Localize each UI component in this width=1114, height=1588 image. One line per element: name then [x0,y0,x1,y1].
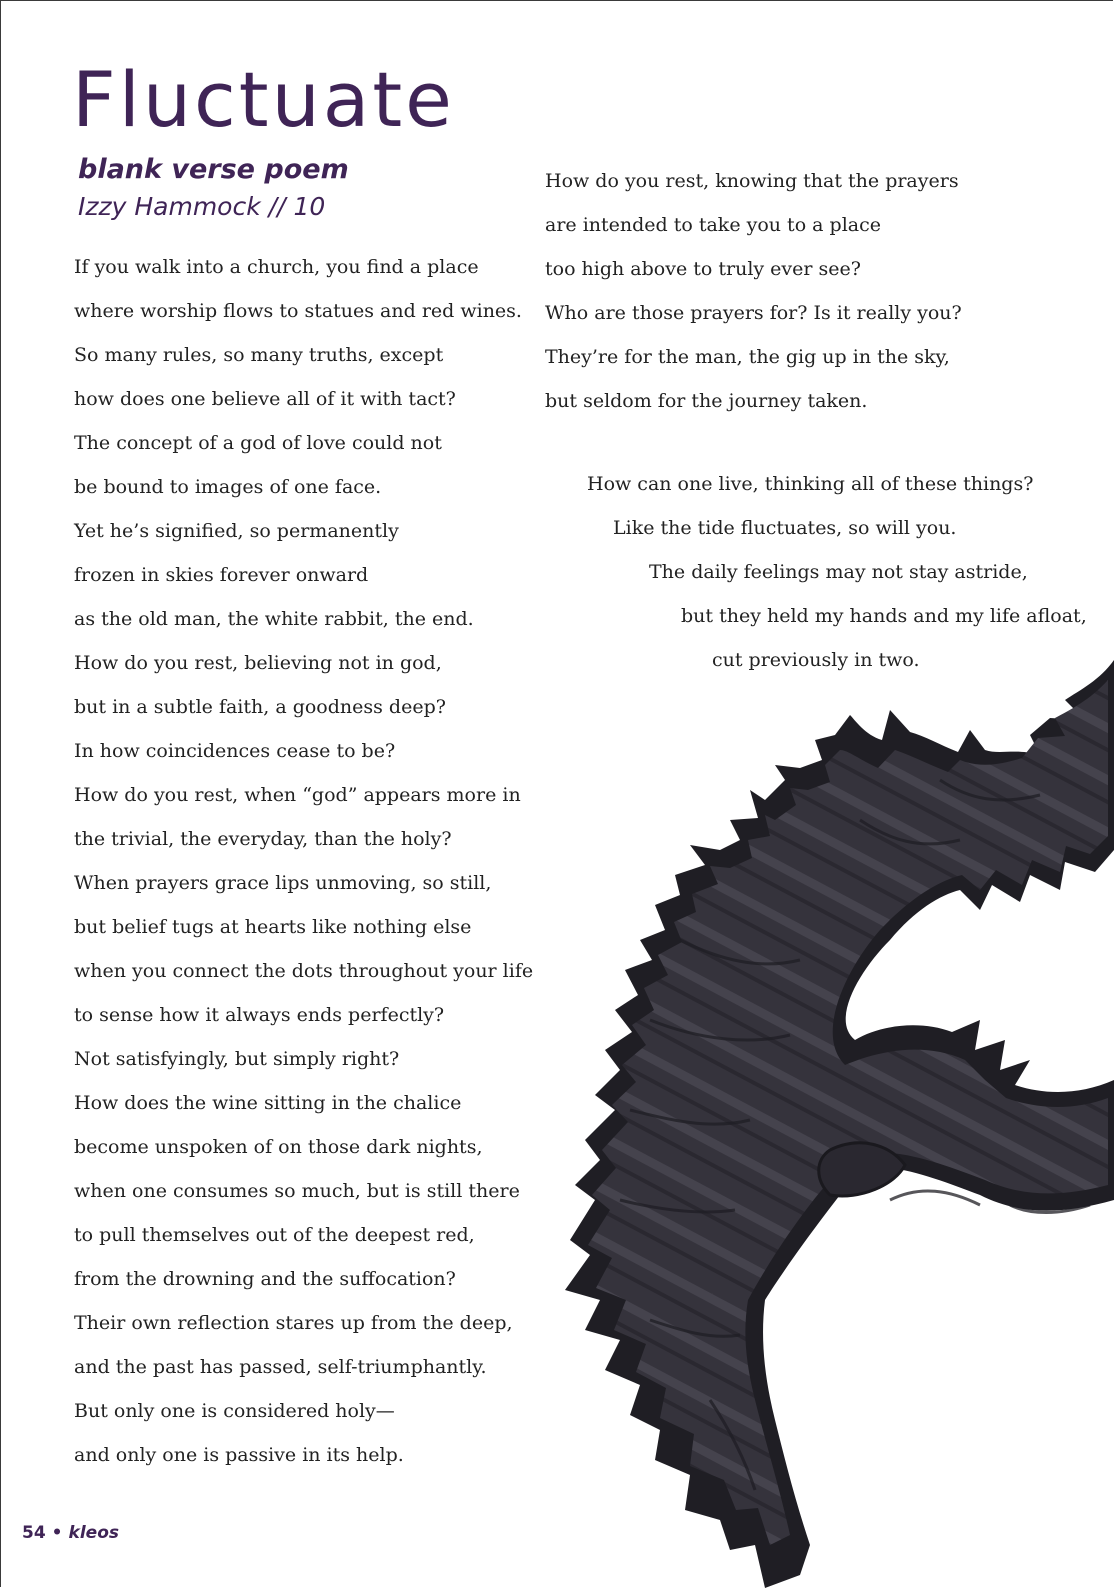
poem-line: Not satisfyingly, but simply right? [74,1048,400,1070]
poem-line: Like the tide fluctuates, so will you. [613,517,957,539]
poem-line: cut previously in two. [712,649,920,671]
poem-line: are intended to take you to a place [545,214,881,236]
poem-line: become unspoken of on those dark nights, [74,1136,483,1158]
poem-line: But only one is considered holy— [74,1400,395,1422]
poem-line: and only one is passive in its help. [74,1444,404,1466]
poem-line: from the drowning and the suffocation? [74,1268,456,1290]
poem-line: when you connect the dots throughout your life [74,960,534,982]
left-column-stanza [74,245,533,1477]
poem-line: but seldom for the journey taken. [545,390,868,412]
poem-line: They’re for the man, the gig up in the sky, [545,346,950,368]
poem-line: the trivial, the everyday, than the holy? [74,828,452,850]
poem-title: Fluctuate [72,55,455,144]
poem-line: to pull themselves out of the deepest red, [74,1224,475,1246]
poem-line: Yet he’s signified, so permanently [74,520,399,542]
page-footer [22,1523,119,1543]
poem-line: when one consumes so much, but is still there [74,1180,520,1202]
poem-line: Their own reflection stares up from the deep, [74,1312,513,1334]
poem-line: how does one believe all of it with tact? [74,388,456,410]
poem-line: but belief tugs at hearts like nothing else [74,916,472,938]
poem-line: as the old man, the white rabbit, the end. [74,608,474,630]
poem-line: The concept of a god of love could not [74,432,442,454]
poem-author: Izzy Hammock // 10 [78,192,326,221]
poem-subtitle: blank verse poem [78,154,349,185]
poem-line: How does the wine sitting in the chalice [74,1092,462,1114]
poem-line: When prayers grace lips unmoving, so still, [74,872,492,894]
poem-line: too high above to truly ever see? [545,258,861,280]
poem-line: and the past has passed, self-triumphantly. [74,1356,487,1378]
poem-line: where worship flows to statues and red wines. [74,300,522,322]
poem-line: How do you rest, knowing that the prayers [545,170,959,192]
poem-line: How do you rest, when “god” appears more in [74,784,521,806]
right-column-stanza [545,159,962,423]
poem-line: So many rules, so many truths, except [74,344,444,366]
footer-separator: • [51,1523,63,1543]
poem-line: Who are those prayers for? Is it really you? [545,302,962,324]
poem-line: to sense how it always ends perfectly? [74,1004,445,1026]
ink-splash-illustration [560,640,1114,1588]
poem-line: The daily feelings may not stay astride, [649,561,1028,583]
poem-line: If you walk into a church, you find a place [74,256,479,278]
magazine-name: kleos [68,1523,120,1543]
poem-line: but they held my hands and my life afloat, [681,605,1087,627]
poem-line: In how coincidences cease to be? [74,740,396,762]
poem-line: How can one live, thinking all of these things? [587,473,1034,495]
poem-line: be bound to images of one face. [74,476,382,498]
poem-line: How do you rest, believing not in god, [74,652,442,674]
poem-line: but in a subtle faith, a goodness deep? [74,696,446,718]
poem-line: frozen in skies forever onward [74,564,369,586]
page-number: 54 [22,1523,46,1543]
